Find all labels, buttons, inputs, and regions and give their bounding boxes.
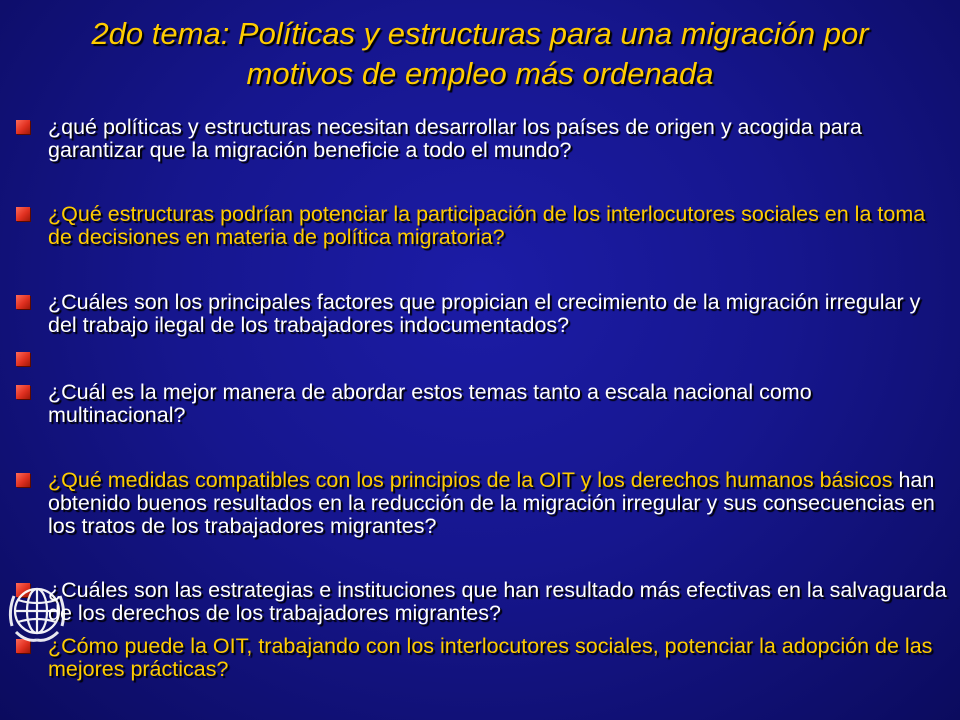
bullet-marker-icon	[16, 120, 30, 134]
bullet-text-part: ¿Cuál es la mejor manera de abordar estos temas tanto a escala nacional como multinacional?	[48, 380, 812, 427]
bullet-text-part-highlight: ¿Qué medidas compatibles con los principios de la OIT y los derechos humanos básicos	[48, 468, 893, 492]
bullet-text	[48, 381, 953, 427]
bullet-marker-icon	[16, 385, 30, 399]
slide-title-line-1: 2do tema: Políticas y estructuras para una migración por	[91, 16, 869, 51]
bullet-text	[48, 291, 953, 337]
bullet-text	[48, 203, 953, 249]
bullet-marker-icon	[16, 473, 30, 487]
bullet-text-part: ¿qué políticas y estructuras necesitan desarrollar los países de origen y acogida para garantizar que la migración beneficie a todo el mundo?	[48, 115, 862, 162]
bullet-text-part: ¿Cuáles son las estrategias e instituciones que han resultado más efectivas en la salvaguarda de los derechos de los trabajadores migrantes?	[48, 578, 947, 625]
ilo-globe-logo-icon	[2, 576, 72, 646]
bullet-text	[48, 635, 953, 681]
bullet-text-part: ¿Cómo puede la OIT, trabajando con los interlocutores sociales, potenciar la adopción de las mejores prácticas?	[48, 634, 933, 681]
slide-title-line-2: motivos de empleo más ordenada	[246, 56, 714, 91]
bullet-marker-icon	[16, 352, 30, 366]
bullet-text-part: ¿Cuáles son los principales factores que propician el crecimiento de la migración irregular y del trabajo ilegal de los trabajadores indocumentados?	[48, 290, 921, 337]
bullet-text-part: han obtenido buenos resultados en la reducción de la migración irregular y sus consecuencias en los tratos de los trabajadores migrantes?	[48, 468, 935, 538]
bullet-marker-icon	[16, 295, 30, 309]
bullet-marker-icon	[16, 207, 30, 221]
bullet-text-part: ¿Qué estructuras podrían potenciar la participación de los interlocutores sociales en la toma de decisiones en materia de política migratoria?	[48, 202, 926, 249]
bullet-text	[48, 469, 953, 538]
bullet-text	[48, 116, 953, 162]
bullet-text	[48, 579, 953, 625]
